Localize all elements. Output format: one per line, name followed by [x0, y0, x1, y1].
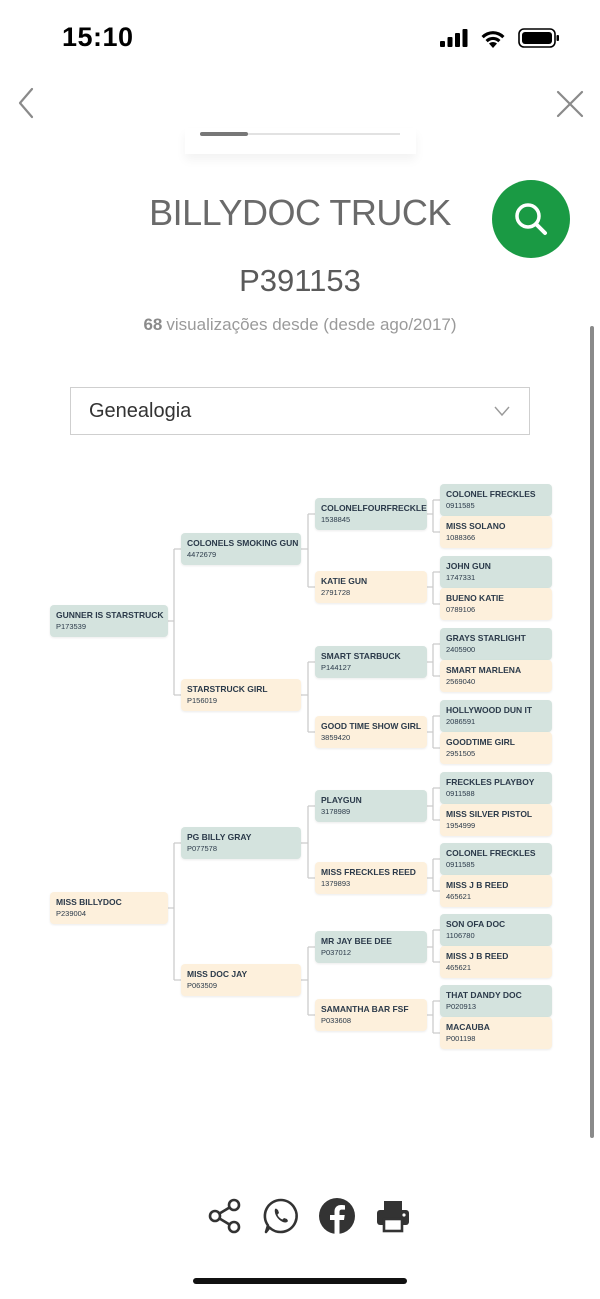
pedigree-node[interactable] [440, 700, 552, 732]
pedigree-node[interactable] [440, 875, 552, 907]
horse-registration: 2569040 [446, 677, 476, 686]
pedigree-node[interactable] [315, 571, 427, 603]
horse-registration: 1538845 [321, 515, 351, 524]
home-indicator [193, 1278, 407, 1284]
horse-name: MR JAY BEE DEE [321, 936, 392, 946]
horse-name: JOHN GUN [446, 561, 491, 571]
horse-name: MISS FRECKLES REED [321, 867, 416, 877]
horse-name: GUNNER IS STARSTRUCK [56, 610, 164, 620]
horse-name: GOOD TIME SHOW GIRL [321, 721, 422, 731]
pedigree-node[interactable] [440, 946, 552, 978]
pedigree-node[interactable] [315, 498, 427, 530]
horse-registration: 0789106 [446, 605, 476, 614]
horse-registration: 2951505 [446, 749, 476, 758]
pedigree-node[interactable] [315, 716, 427, 748]
horse-name: SMART MARLENA [446, 665, 522, 675]
section-dropdown-value: Genealogia [89, 399, 192, 422]
horse-name: MISS J B REED [446, 951, 509, 961]
pedigree-node[interactable] [181, 679, 301, 711]
horse-registration: 2791728 [321, 588, 351, 597]
whatsapp-icon[interactable] [261, 1196, 301, 1236]
horse-registration: 3178989 [321, 807, 351, 816]
pedigree-node[interactable] [50, 892, 168, 924]
horse-name: FRECKLES PLAYBOY [446, 777, 535, 787]
registration-number: P391153 [239, 263, 361, 298]
horse-registration: P156019 [187, 696, 218, 705]
horse-registration: 465621 [446, 892, 472, 901]
horse-name: MISS J B REED [446, 880, 509, 890]
pedigree-node[interactable] [440, 588, 552, 620]
horse-name: THAT DANDY DOC [446, 990, 522, 1000]
horse-name: COLONEL FRECKLES [446, 848, 536, 858]
horse-registration: 2405900 [446, 645, 476, 654]
pedigree-node[interactable] [440, 732, 552, 764]
pedigree-node[interactable] [440, 484, 552, 516]
pedigree-node[interactable] [181, 533, 301, 565]
horse-registration: 465621 [446, 963, 472, 972]
horse-registration: P020913 [446, 1002, 477, 1011]
horse-name: MACAUBA [446, 1022, 490, 1032]
horse-registration: 0911585 [446, 860, 475, 869]
facebook-icon[interactable] [317, 1196, 357, 1236]
horse-registration: P001198 [446, 1034, 476, 1043]
horse-name: COLONEL FRECKLES [446, 489, 536, 499]
horse-registration: P033608 [321, 1016, 352, 1025]
horse-name: KATIE GUN [321, 576, 368, 586]
pedigree-node[interactable] [315, 862, 427, 894]
horse-name: SAMANTHA BAR FSF [321, 1004, 409, 1014]
pedigree-node[interactable] [315, 999, 427, 1031]
horse-registration: P063509 [187, 981, 218, 990]
horse-registration: 1088366 [446, 533, 476, 542]
horse-name: BUENO KATIE [446, 593, 504, 603]
pedigree-node[interactable] [50, 605, 168, 637]
horse-registration: 0911588 [446, 789, 475, 798]
pedigree-node[interactable] [440, 516, 552, 548]
share-icon[interactable] [205, 1196, 245, 1236]
pedigree-node[interactable] [440, 843, 552, 875]
page-title: BILLYDOC TRUCK [149, 192, 451, 233]
pedigree-node[interactable] [315, 646, 427, 678]
pedigree-node[interactable] [440, 1017, 552, 1049]
pedigree-node[interactable] [440, 556, 552, 588]
pedigree-node[interactable] [315, 790, 427, 822]
horse-name: MISS SILVER PISTOL [446, 809, 533, 819]
horse-registration: 4472679 [187, 550, 217, 559]
pedigree-node[interactable] [440, 628, 552, 660]
pedigree-node[interactable] [181, 964, 301, 996]
horse-name: PG BILLY GRAY [187, 832, 252, 842]
pedigree-node[interactable] [315, 931, 427, 963]
horse-registration: 1379893 [321, 879, 351, 888]
pedigree-node[interactable] [440, 660, 552, 692]
horse-name: COLONELS SMOKING GUN [187, 538, 299, 548]
pedigree-node[interactable] [440, 772, 552, 804]
pedigree-node[interactable] [440, 804, 552, 836]
horse-name: SMART STARBUCK [321, 651, 401, 661]
horse-name: COLONELFOURFRECKLE [321, 503, 427, 513]
horse-registration: 2086591 [446, 717, 476, 726]
pedigree-node[interactable] [440, 914, 552, 946]
horse-name: HOLLYWOOD DUN IT [446, 705, 533, 715]
horse-name: MISS SOLANO [446, 521, 506, 531]
print-icon[interactable] [373, 1196, 413, 1236]
horse-name: GOODTIME GIRL [446, 737, 515, 747]
view-count-number: 68 [143, 315, 163, 334]
horse-registration: P144127 [321, 663, 352, 672]
horse-registration: 1954999 [446, 821, 476, 830]
view-count-text: visualizações desde (desde ago/2017) [166, 315, 457, 334]
horse-registration: P173539 [56, 622, 87, 631]
horse-name: PLAYGUN [321, 795, 362, 805]
horse-registration: 1747331 [446, 573, 476, 582]
horse-registration: P037012 [321, 948, 352, 957]
horse-registration: 3859420 [321, 733, 351, 742]
status-time: 15:10 [62, 22, 134, 52]
horse-registration: 0911585 [446, 501, 475, 510]
horse-registration: P077578 [187, 844, 218, 853]
horse-registration: P239004 [56, 909, 87, 918]
horse-registration: 1106780 [446, 931, 475, 940]
horse-name: MISS BILLYDOC [56, 897, 122, 907]
pedigree-node[interactable] [181, 827, 301, 859]
horse-name: MISS DOC JAY [187, 969, 248, 979]
horse-name: GRAYS STARLIGHT [446, 633, 526, 643]
horse-name: SON OFA DOC [446, 919, 506, 929]
pedigree-node[interactable] [440, 985, 552, 1017]
share-bar [205, 1196, 413, 1236]
horse-name: STARSTRUCK GIRL [187, 684, 268, 694]
